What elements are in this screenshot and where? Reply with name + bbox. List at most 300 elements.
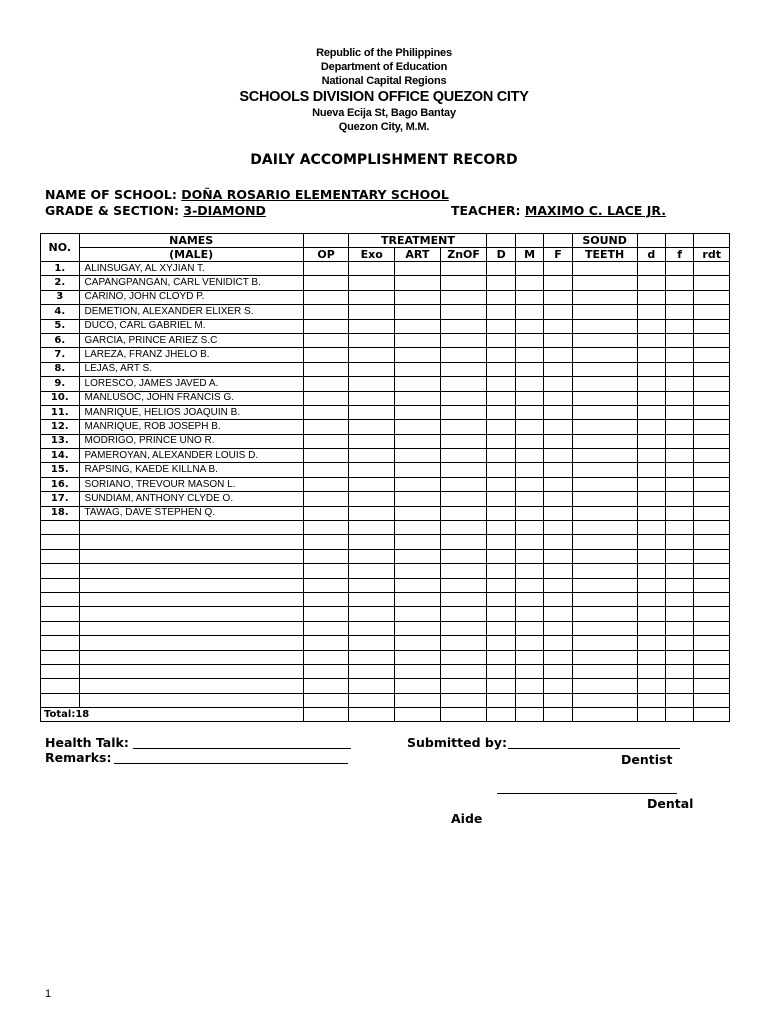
record-cell <box>487 564 515 578</box>
record-cell <box>440 362 487 376</box>
record-cell <box>637 305 665 319</box>
record-cell <box>515 420 543 434</box>
row-number: 7. <box>41 348 80 362</box>
record-cell <box>544 305 572 319</box>
record-cell <box>666 607 694 621</box>
record-cell <box>349 434 395 448</box>
row-number: 9. <box>41 377 80 391</box>
table-row <box>41 679 730 693</box>
header-sound: SOUND <box>572 234 637 248</box>
student-name: DUCO, CARL GABRIEL M. <box>79 319 303 333</box>
record-cell <box>637 319 665 333</box>
record-cell <box>303 449 349 463</box>
record-cell <box>349 262 395 276</box>
header-region: National Capital Regions <box>321 75 447 87</box>
record-cell <box>637 449 665 463</box>
record-cell <box>440 305 487 319</box>
record-cell <box>515 664 543 678</box>
header-exo: Exo <box>349 248 395 262</box>
record-cell <box>440 521 487 535</box>
record-cell <box>637 477 665 491</box>
table-row <box>41 564 730 578</box>
record-cell <box>544 650 572 664</box>
record-cell <box>395 578 441 592</box>
record-cell <box>440 664 487 678</box>
record-cell <box>544 348 572 362</box>
record-cell <box>544 405 572 419</box>
record-cell <box>572 449 637 463</box>
record-cell <box>349 564 395 578</box>
student-name <box>79 679 303 693</box>
record-cell <box>637 664 665 678</box>
record-cell <box>572 636 637 650</box>
record-cell <box>515 592 543 606</box>
record-cell <box>303 305 349 319</box>
record-cell <box>694 305 730 319</box>
table-row <box>41 607 730 621</box>
record-cell <box>440 420 487 434</box>
record-cell <box>637 521 665 535</box>
record-cell <box>694 679 730 693</box>
dental-aide-line <box>497 793 677 794</box>
record-cell <box>694 319 730 333</box>
record-cell <box>487 621 515 635</box>
record-cell <box>666 664 694 678</box>
record-cell <box>349 305 395 319</box>
record-cell <box>303 348 349 362</box>
record-cell <box>487 664 515 678</box>
record-cell <box>395 693 441 707</box>
record-cell <box>395 391 441 405</box>
header-address-city: Quezon City, M.M. <box>338 121 430 133</box>
health-talk-line <box>133 748 351 749</box>
school-info <box>45 187 449 202</box>
record-cell <box>395 463 441 477</box>
record-cell <box>572 276 637 290</box>
record-cell <box>515 290 543 304</box>
record-cell <box>572 693 637 707</box>
record-cell <box>515 506 543 520</box>
record-cell <box>303 621 349 635</box>
record-cell <box>303 506 349 520</box>
row-number <box>41 578 80 592</box>
record-cell <box>487 679 515 693</box>
header-art: ART <box>395 248 441 262</box>
record-cell <box>544 492 572 506</box>
record-cell <box>694 377 730 391</box>
record-cell <box>666 420 694 434</box>
record-cell <box>303 607 349 621</box>
student-name: MODRIGO, PRINCE UNO R. <box>79 434 303 448</box>
record-cell <box>395 362 441 376</box>
record-cell <box>349 449 395 463</box>
record-cell <box>637 262 665 276</box>
record-cell <box>544 521 572 535</box>
row-number: 11. <box>41 405 80 419</box>
record-cell <box>544 319 572 333</box>
record-cell <box>694 362 730 376</box>
row-number <box>41 679 80 693</box>
student-name: SORIANO, TREVOUR MASON L. <box>79 477 303 491</box>
record-cell <box>572 549 637 563</box>
record-cell <box>395 535 441 549</box>
record-cell <box>694 592 730 606</box>
record-cell <box>303 535 349 549</box>
record-cell <box>487 391 515 405</box>
record-cell <box>303 463 349 477</box>
record-cell <box>303 262 349 276</box>
record-cell <box>303 636 349 650</box>
record-cell <box>572 305 637 319</box>
record-cell <box>487 319 515 333</box>
record-cell <box>515 319 543 333</box>
row-number: 3 <box>41 290 80 304</box>
record-cell <box>303 693 349 707</box>
record-cell <box>637 420 665 434</box>
row-number <box>41 535 80 549</box>
row-number: 1. <box>41 262 80 276</box>
table-row <box>41 362 730 376</box>
header-department: Department of Education <box>320 61 448 73</box>
record-cell <box>395 305 441 319</box>
record-cell <box>349 492 395 506</box>
record-cell <box>694 477 730 491</box>
record-cell <box>515 377 543 391</box>
row-number <box>41 607 80 621</box>
table-row <box>41 463 730 477</box>
record-cell <box>440 276 487 290</box>
record-cell <box>544 549 572 563</box>
table-row <box>41 578 730 592</box>
row-number: 16. <box>41 477 80 491</box>
record-cell <box>694 333 730 347</box>
header-M: M <box>515 248 543 262</box>
record-cell <box>666 449 694 463</box>
record-cell <box>694 664 730 678</box>
submitted-by-label: Submitted by: <box>407 735 507 750</box>
record-cell <box>440 506 487 520</box>
record-cell <box>694 607 730 621</box>
record-cell <box>349 535 395 549</box>
row-number <box>41 564 80 578</box>
record-cell <box>515 391 543 405</box>
table-row <box>41 492 730 506</box>
record-cell <box>572 535 637 549</box>
record-cell <box>572 362 637 376</box>
student-name <box>79 664 303 678</box>
record-cell <box>440 391 487 405</box>
record-cell <box>303 564 349 578</box>
record-cell <box>303 477 349 491</box>
row-number: 12. <box>41 420 80 434</box>
record-cell <box>666 506 694 520</box>
record-cell <box>395 449 441 463</box>
aide-label: Aide <box>451 811 483 826</box>
record-cell <box>440 693 487 707</box>
student-name <box>79 535 303 549</box>
record-cell <box>637 506 665 520</box>
record-cell <box>440 578 487 592</box>
record-cell <box>303 391 349 405</box>
record-cell <box>487 636 515 650</box>
row-number <box>41 549 80 563</box>
header-office: SCHOOLS DIVISION OFFICE QUEZON CITY <box>239 89 529 105</box>
record-cell <box>666 362 694 376</box>
row-number <box>41 621 80 635</box>
student-name <box>79 636 303 650</box>
record-cell <box>572 420 637 434</box>
table-row <box>41 449 730 463</box>
student-name <box>79 549 303 563</box>
record-cell <box>487 333 515 347</box>
record-cell <box>544 290 572 304</box>
header-D: D <box>487 248 515 262</box>
student-name: GARCIA, PRINCE ARIEZ S.C <box>79 333 303 347</box>
record-cell <box>544 564 572 578</box>
record-cell <box>694 506 730 520</box>
record-cell <box>349 362 395 376</box>
record-cell <box>515 463 543 477</box>
record-cell <box>666 693 694 707</box>
record-cell <box>544 276 572 290</box>
record-cell <box>395 333 441 347</box>
record-cell <box>487 405 515 419</box>
accomplishment-table <box>40 233 730 722</box>
record-cell <box>544 621 572 635</box>
row-number <box>41 693 80 707</box>
record-cell <box>395 664 441 678</box>
header-op: OP <box>303 248 349 262</box>
student-name <box>79 521 303 535</box>
record-cell <box>694 434 730 448</box>
record-cell <box>395 290 441 304</box>
record-cell <box>349 377 395 391</box>
record-cell <box>544 607 572 621</box>
record-cell <box>349 348 395 362</box>
header-f: f <box>666 248 694 262</box>
record-cell <box>544 664 572 678</box>
record-cell <box>572 319 637 333</box>
record-cell <box>440 549 487 563</box>
teacher-name: MAXIMO C. LACE JR. <box>524 203 666 218</box>
record-cell <box>666 463 694 477</box>
record-cell <box>395 549 441 563</box>
record-cell <box>637 535 665 549</box>
table-row <box>41 305 730 319</box>
record-cell <box>544 362 572 376</box>
student-name: MANRIQUE, ROB JOSEPH B. <box>79 420 303 434</box>
header-op-top <box>303 234 349 248</box>
record-cell <box>395 607 441 621</box>
record-cell <box>349 679 395 693</box>
grade-info <box>45 203 266 218</box>
student-name <box>79 578 303 592</box>
record-cell <box>303 333 349 347</box>
record-cell <box>515 492 543 506</box>
student-name: LEJAS, ART S. <box>79 362 303 376</box>
record-cell <box>395 621 441 635</box>
table-row <box>41 521 730 535</box>
record-cell <box>440 477 487 491</box>
record-cell <box>487 650 515 664</box>
record-cell <box>349 319 395 333</box>
record-cell <box>694 578 730 592</box>
record-cell <box>515 276 543 290</box>
student-name: MANLUSOC, JOHN FRANCIS G. <box>79 391 303 405</box>
record-cell <box>349 290 395 304</box>
record-cell <box>694 262 730 276</box>
record-cell <box>487 521 515 535</box>
table-row <box>41 693 730 707</box>
record-cell <box>666 333 694 347</box>
record-cell <box>349 693 395 707</box>
student-name: MANRIQUE, HELIOS JOAQUIN B. <box>79 405 303 419</box>
record-cell <box>395 434 441 448</box>
record-cell <box>440 434 487 448</box>
record-cell <box>487 549 515 563</box>
record-cell <box>666 405 694 419</box>
record-cell <box>637 348 665 362</box>
record-cell <box>637 405 665 419</box>
header-address-street: Nueva Ecija St, Bago Bantay <box>312 107 456 119</box>
record-cell <box>544 463 572 477</box>
record-cell <box>440 607 487 621</box>
record-cell <box>303 405 349 419</box>
row-number: 8. <box>41 362 80 376</box>
student-name: ALINSUGAY, AL XYJIAN T. <box>79 262 303 276</box>
record-cell <box>694 405 730 419</box>
table-body <box>41 262 730 708</box>
record-cell <box>440 636 487 650</box>
record-cell <box>349 333 395 347</box>
record-cell <box>544 535 572 549</box>
record-cell <box>487 305 515 319</box>
table-row <box>41 348 730 362</box>
record-cell <box>572 348 637 362</box>
record-cell <box>349 506 395 520</box>
header-d: d <box>637 248 665 262</box>
row-number: 5. <box>41 319 80 333</box>
row-number: 15. <box>41 463 80 477</box>
record-cell <box>637 333 665 347</box>
remarks-label: Remarks: <box>45 750 112 765</box>
record-cell <box>666 276 694 290</box>
record-cell <box>515 564 543 578</box>
record-cell <box>666 305 694 319</box>
record-cell <box>572 607 637 621</box>
record-cell <box>395 262 441 276</box>
record-cell <box>487 290 515 304</box>
record-cell <box>544 391 572 405</box>
record-cell <box>666 377 694 391</box>
document-title: DAILY ACCOMPLISHMENT RECORD <box>250 152 518 168</box>
record-cell <box>572 463 637 477</box>
table-row <box>41 262 730 276</box>
table-row <box>41 377 730 391</box>
table-row <box>41 290 730 304</box>
row-number: 6. <box>41 333 80 347</box>
record-cell <box>694 621 730 635</box>
record-cell <box>440 290 487 304</box>
record-cell <box>303 420 349 434</box>
record-cell <box>666 262 694 276</box>
header-republic: Republic of the Philippines <box>316 47 452 59</box>
record-cell <box>440 262 487 276</box>
record-cell <box>303 434 349 448</box>
record-cell <box>487 449 515 463</box>
record-cell <box>666 564 694 578</box>
table-row <box>41 477 730 491</box>
student-name <box>79 650 303 664</box>
record-cell <box>694 636 730 650</box>
record-cell <box>440 535 487 549</box>
record-cell <box>515 650 543 664</box>
dentist-label: Dentist <box>621 752 673 767</box>
school-name: DOÑA ROSARIO ELEMENTARY SCHOOL <box>181 187 449 202</box>
record-cell <box>395 679 441 693</box>
record-cell <box>487 535 515 549</box>
row-number <box>41 664 80 678</box>
record-cell <box>544 693 572 707</box>
record-cell <box>637 492 665 506</box>
table-row <box>41 276 730 290</box>
record-cell <box>544 420 572 434</box>
record-cell <box>544 592 572 606</box>
header-rdt: rdt <box>694 248 730 262</box>
record-cell <box>515 477 543 491</box>
record-cell <box>349 592 395 606</box>
record-cell <box>515 578 543 592</box>
school-label: NAME OF SCHOOL: <box>45 187 177 202</box>
record-cell <box>515 693 543 707</box>
record-cell <box>572 290 637 304</box>
header-znof: ZnOF <box>440 248 487 262</box>
record-cell <box>694 463 730 477</box>
record-cell <box>515 607 543 621</box>
row-number: 14. <box>41 449 80 463</box>
record-cell <box>572 477 637 491</box>
record-cell <box>349 549 395 563</box>
record-cell <box>515 305 543 319</box>
record-cell <box>487 506 515 520</box>
student-name: CAPANGPANGAN, CARL VENIDICT B. <box>79 276 303 290</box>
table-row <box>41 592 730 606</box>
record-cell <box>440 592 487 606</box>
record-cell <box>440 449 487 463</box>
record-cell <box>572 262 637 276</box>
student-name: SUNDIAM, ANTHONY CLYDE O. <box>79 492 303 506</box>
record-cell <box>395 477 441 491</box>
record-cell <box>349 405 395 419</box>
grade-section: 3-DIAMOND <box>183 203 266 218</box>
table-row <box>41 506 730 520</box>
record-cell <box>544 449 572 463</box>
record-cell <box>515 405 543 419</box>
header-no: NO. <box>41 234 80 262</box>
record-cell <box>395 405 441 419</box>
record-cell <box>303 492 349 506</box>
record-cell <box>395 521 441 535</box>
page-number: 1 <box>45 988 52 1000</box>
record-cell <box>487 262 515 276</box>
row-number <box>41 592 80 606</box>
record-cell <box>395 348 441 362</box>
record-cell <box>637 276 665 290</box>
record-cell <box>515 535 543 549</box>
record-cell <box>572 521 637 535</box>
record-cell <box>487 477 515 491</box>
table-row <box>41 391 730 405</box>
